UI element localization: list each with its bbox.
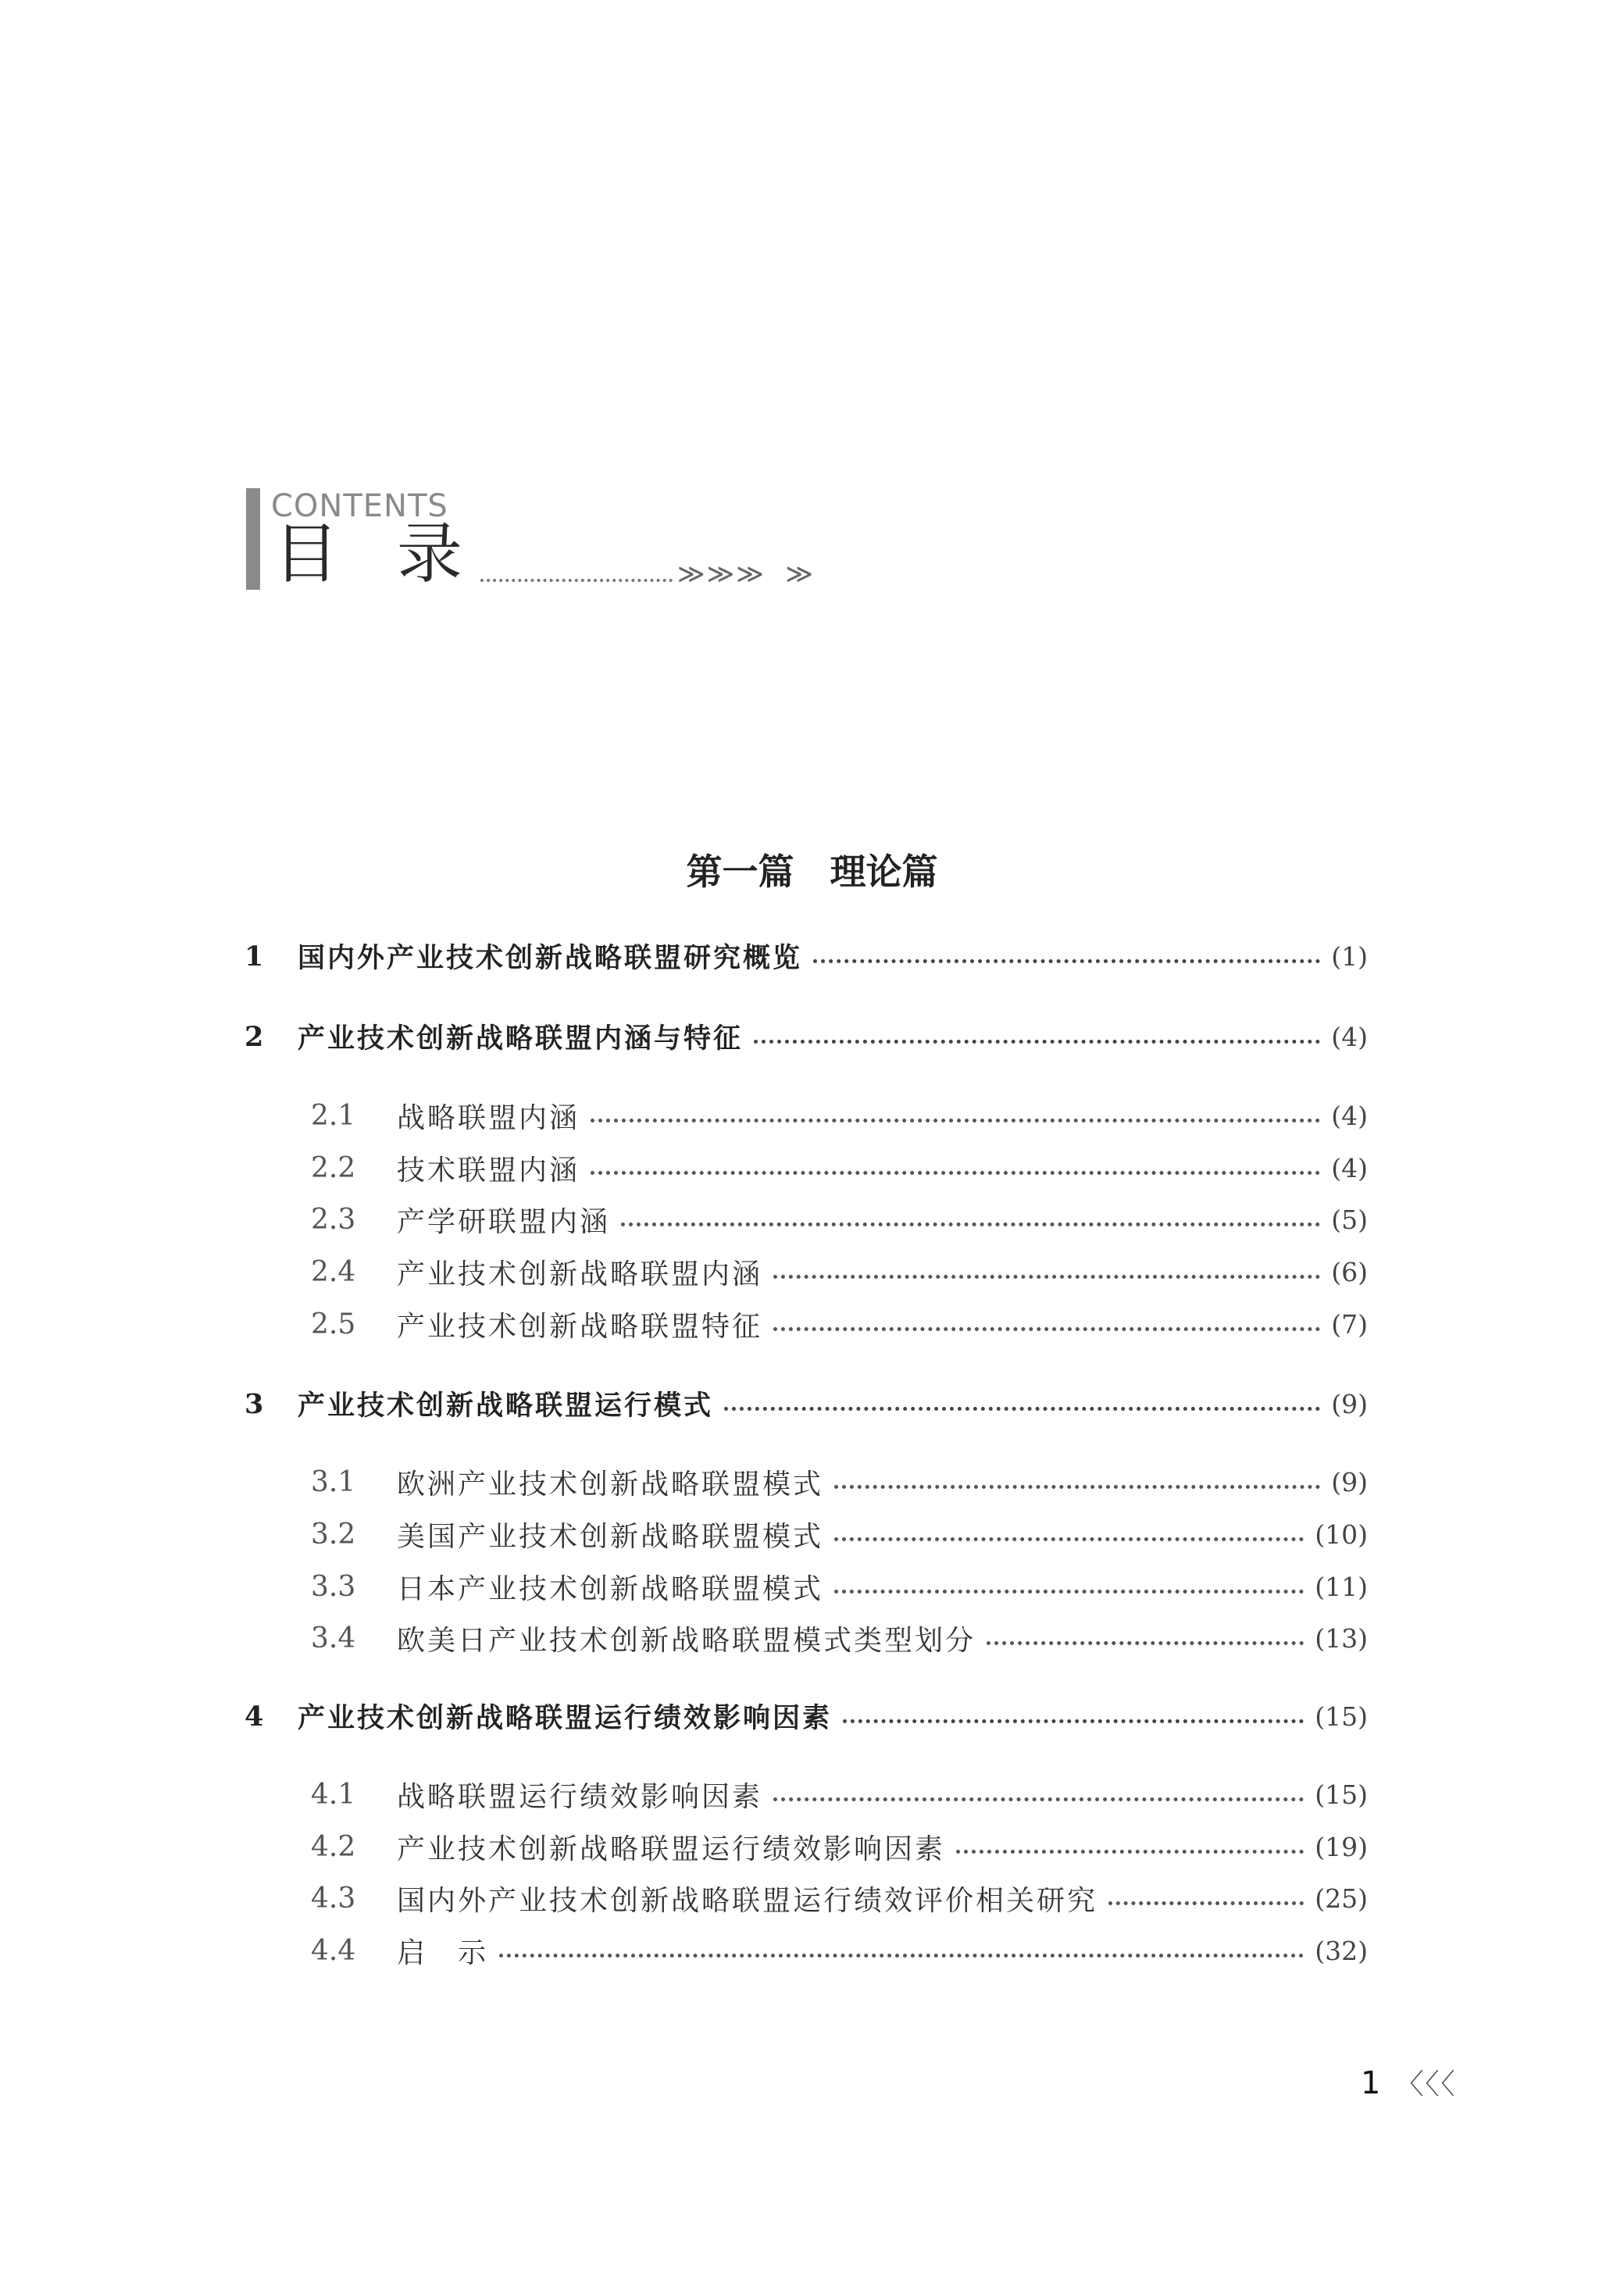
dot-leader xyxy=(773,1788,1304,1801)
toc-title: 产业技术创新战略联盟运行模式 xyxy=(298,1390,714,1422)
dot-leader xyxy=(591,1162,1320,1175)
toc-title: 产业技术创新战略联盟运行绩效影响因素 xyxy=(397,1833,946,1865)
toc-page: (10) xyxy=(1315,1519,1368,1550)
toc-chapter-3[interactable] xyxy=(244,1384,1368,1423)
toc-title: 产业技术创新战略联盟内涵 xyxy=(397,1258,763,1290)
toc-page: (6) xyxy=(1331,1256,1368,1287)
toc-page: (13) xyxy=(1315,1622,1368,1654)
page-footer xyxy=(1361,2062,1457,2102)
toc-section-4-3[interactable] xyxy=(311,1879,1368,1918)
dot-leader xyxy=(773,1318,1320,1331)
toc-chapter-1[interactable] xyxy=(244,937,1368,976)
toc-section-3-3[interactable] xyxy=(311,1567,1368,1606)
toc-title: 战略联盟运行绩效影响因素 xyxy=(397,1780,763,1813)
contents-label-cn: 目录 xyxy=(273,516,521,592)
toc-title: 产业技术创新战略联盟运行绩效影响因素 xyxy=(298,1703,833,1734)
dot-leader xyxy=(499,1944,1304,1958)
toc-title: 战略联盟内涵 xyxy=(397,1101,580,1134)
toc-title: 国内外产业技术创新战略联盟运行绩效评价相关研究 xyxy=(397,1884,1098,1917)
toc-page: (32) xyxy=(1315,1935,1368,1966)
toc-chapter-2[interactable] xyxy=(244,1017,1368,1056)
toc-section-4-4[interactable] xyxy=(311,1931,1368,1970)
toc-page: (11) xyxy=(1315,1571,1368,1602)
toc-title: 日本产业技术创新战略联盟模式 xyxy=(397,1572,824,1605)
footer-arrows-icon: 〈〈〈 xyxy=(1395,2068,1457,2100)
toc-page: (9) xyxy=(1331,1466,1368,1497)
toc-number: 2.2 xyxy=(311,1151,356,1184)
toc-page: (5) xyxy=(1331,1204,1368,1235)
header-arrows-icon: ≫≫≫ ≫ xyxy=(677,559,815,590)
dot-leader xyxy=(834,1476,1320,1489)
toc-number: 2 xyxy=(244,1020,264,1053)
toc-number: 3.3 xyxy=(311,1570,356,1603)
dot-leader xyxy=(773,1265,1320,1279)
toc-section-2-4[interactable] xyxy=(311,1252,1368,1291)
toc-section-2-2[interactable] xyxy=(311,1148,1368,1187)
part-title: 第一篇 理论篇 xyxy=(686,851,938,893)
toc-number: 4 xyxy=(244,1700,264,1733)
dot-leader xyxy=(843,1710,1304,1723)
toc-number: 2.4 xyxy=(311,1255,356,1288)
toc-page: (25) xyxy=(1315,1883,1368,1914)
toc-page: (15) xyxy=(1315,1779,1368,1810)
dot-leader xyxy=(1108,1892,1304,1905)
toc-section-4-2[interactable] xyxy=(311,1827,1368,1866)
toc-page: (4) xyxy=(1331,1152,1368,1183)
footer-page-number: 1 xyxy=(1361,2065,1381,2101)
toc-section-3-2[interactable] xyxy=(311,1515,1368,1554)
toc-number: 4.2 xyxy=(311,1830,356,1863)
dot-leader xyxy=(754,1030,1320,1044)
toc-section-2-5[interactable] xyxy=(311,1305,1368,1344)
toc-number: 2.1 xyxy=(311,1099,356,1132)
toc-title: 欧美日产业技术创新战略联盟模式类型划分 xyxy=(397,1624,976,1657)
toc-section-2-3[interactable] xyxy=(311,1200,1368,1239)
dot-leader xyxy=(813,950,1320,963)
toc-number: 4.1 xyxy=(311,1778,356,1811)
toc-title: 国内外产业技术创新战略联盟研究概览 xyxy=(298,943,803,974)
dot-leader xyxy=(834,1528,1304,1541)
toc-number: 4.3 xyxy=(311,1882,356,1915)
toc-page: (4) xyxy=(1331,1100,1368,1131)
toc-number: 2.5 xyxy=(311,1308,356,1340)
toc-number: 3.4 xyxy=(311,1622,356,1654)
toc-section-2-1[interactable] xyxy=(311,1096,1368,1135)
dot-leader xyxy=(621,1213,1320,1226)
toc-title: 产业技术创新战略联盟特征 xyxy=(397,1310,763,1343)
toc-section-3-1[interactable] xyxy=(311,1462,1368,1501)
toc-section-3-4[interactable] xyxy=(311,1619,1368,1658)
toc-number: 2.3 xyxy=(311,1203,356,1236)
toc-page: (19) xyxy=(1315,1831,1368,1862)
toc-number: 3 xyxy=(244,1387,264,1420)
toc-title: 欧洲产业技术创新战略联盟模式 xyxy=(397,1468,824,1501)
dot-leader xyxy=(834,1580,1304,1594)
contents-label-en: CONTENTS xyxy=(271,488,448,524)
dot-leader xyxy=(591,1109,1320,1123)
toc-chapter-4[interactable] xyxy=(244,1697,1368,1736)
toc-title: 技术联盟内涵 xyxy=(397,1154,580,1187)
dot-leader xyxy=(724,1397,1320,1411)
toc-page: (7) xyxy=(1331,1308,1368,1340)
toc-number: 3.1 xyxy=(311,1465,356,1498)
dot-leader xyxy=(987,1632,1304,1645)
toc-number: 3.2 xyxy=(311,1518,356,1551)
toc-page: (15) xyxy=(1315,1701,1368,1732)
toc-page: (9) xyxy=(1331,1388,1368,1419)
toc-number: 4.4 xyxy=(311,1934,356,1967)
toc-title: 启 示 xyxy=(397,1936,489,1969)
toc-page: (4) xyxy=(1331,1021,1368,1052)
toc-title: 美国产业技术创新战略联盟模式 xyxy=(397,1520,824,1553)
toc-section-4-1[interactable] xyxy=(311,1775,1368,1814)
toc-title: 产业技术创新战略联盟内涵与特征 xyxy=(298,1023,744,1055)
dot-leader xyxy=(956,1840,1304,1854)
toc-page: (1) xyxy=(1331,940,1368,972)
toc-number: 1 xyxy=(244,940,264,973)
toc-title: 产学研联盟内涵 xyxy=(397,1205,611,1238)
